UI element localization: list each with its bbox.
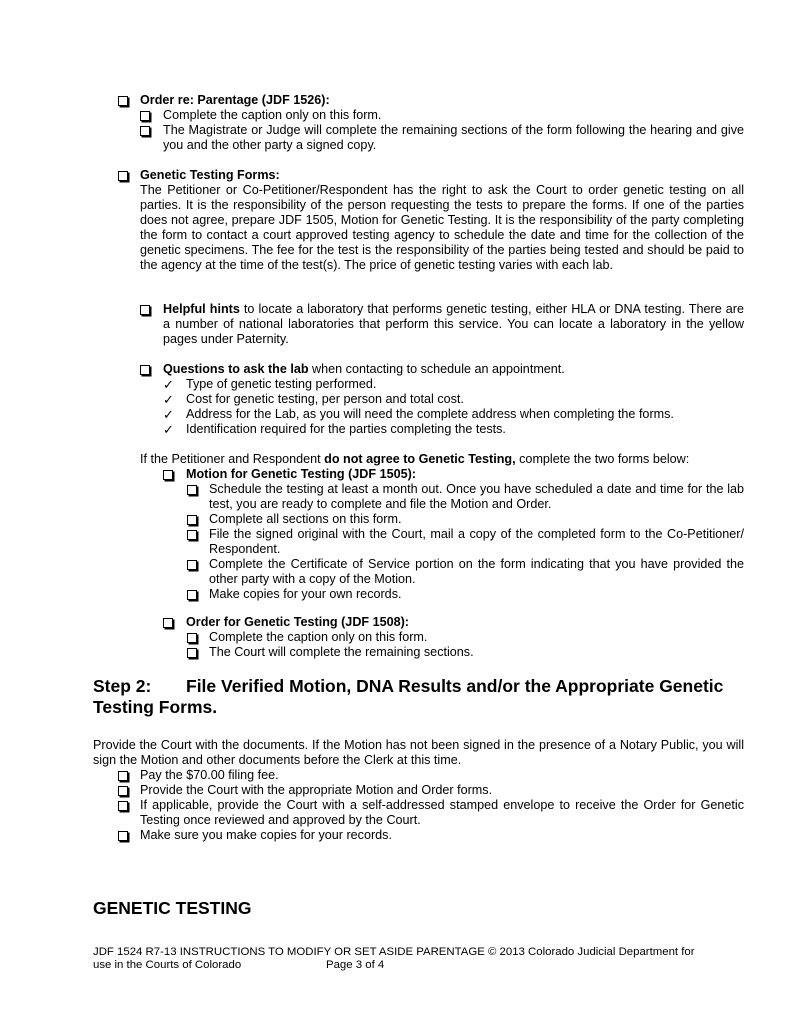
list-item: The Court will complete the remaining sections.: [209, 645, 474, 659]
list-item: Complete all sections on this form.: [209, 512, 402, 526]
checkmark-icon: ✓: [163, 407, 174, 422]
list-item: Pay the $70.00 filing fee.: [140, 768, 279, 782]
footer-line-1: JDF 1524 R7-13 INSTRUCTIONS TO MODIFY OR SET ASIDE PARENTAGE © 2013 Colorado Judicial Department for: [93, 946, 695, 958]
checkbox-icon: [163, 618, 173, 628]
page-number: Page 3 of 4: [326, 959, 385, 971]
genetic-forms-title: Genetic Testing Forms:: [140, 168, 280, 182]
checkbox-icon: [118, 171, 128, 181]
checkmark-icon: ✓: [163, 377, 174, 392]
checkbox-icon: [118, 96, 128, 106]
list-item: Address for the Lab, as you will need the complete address when completing the forms.: [186, 407, 674, 421]
motion-title: Motion for Genetic Testing (JDF 1505):: [186, 467, 416, 481]
order-genetic-title: Order for Genetic Testing (JDF 1508):: [186, 615, 410, 629]
checkbox-icon: [187, 485, 197, 495]
list-item: Make sure you make copies for your records.: [140, 828, 392, 842]
footer-line-2: use in the Courts of Colorado: [93, 959, 242, 971]
checkbox-icon: [140, 365, 150, 375]
list-item: Cost for genetic testing, per person and total cost.: [186, 392, 464, 406]
list-item: Type of genetic testing performed.: [186, 377, 377, 391]
list-item: Make copies for your own records.: [209, 587, 402, 601]
checkbox-icon: [187, 560, 197, 570]
step2-label: Step 2:: [93, 676, 152, 696]
helpful-hints-paragraph: Helpful hints to locate a laboratory that performs genetic testing, either HLA or DNA testing. There are a number of national laboratories that perform this service. You can locate a laboratory in the yellow pages under Paternity.: [163, 302, 744, 346]
section-heading: GENETIC TESTING: [93, 898, 252, 918]
checkbox-icon: [118, 831, 128, 841]
checkbox-icon: [118, 801, 128, 811]
list-item: Identification required for the parties completing the tests.: [186, 422, 506, 436]
checkbox-icon: [187, 648, 197, 658]
checkmark-icon: ✓: [163, 422, 174, 437]
list-item: Complete the caption only on this form.: [163, 108, 382, 122]
list-item: Schedule the testing at least a month out. Once you have scheduled a date and time for the lab test, you are ready to complete and file the Motion and Order.: [209, 482, 744, 511]
step2-title: File Verified Motion, DNA Results and/or the Appropriate Genetic Testing Forms.: [93, 676, 724, 717]
checkbox-icon: [140, 126, 150, 136]
checkbox-icon: [163, 470, 173, 480]
step2-intro: Provide the Court with the documents. If the Motion has not been signed in the presence of a Notary Public, you will sign the Motion and other documents before the Clerk at this time.: [93, 738, 744, 767]
list-item: Provide the Court with the appropriate Motion and Order forms.: [140, 783, 493, 797]
questions-paragraph: Questions to ask the lab when contacting to schedule an appointment.: [163, 362, 565, 376]
list-item: File the signed original with the Court, mail a copy of the completed form to the Co-Petitioner/ Respondent.: [209, 527, 744, 556]
list-item: The Magistrate or Judge will complete the remaining sections of the form following the hearing and give you and the other party a signed copy.: [163, 123, 744, 152]
checkbox-icon: [187, 590, 197, 600]
checkbox-icon: [118, 771, 128, 781]
checkbox-icon: [187, 633, 197, 643]
list-item: Complete the caption only on this form.: [209, 630, 428, 644]
checkbox-icon: [187, 530, 197, 540]
checkmark-icon: ✓: [163, 392, 174, 407]
checkbox-icon: [140, 305, 150, 315]
checkbox-icon: [140, 111, 150, 121]
checkbox-icon: [187, 515, 197, 525]
checkbox-icon: [118, 786, 128, 796]
genetic-forms-body: The Petitioner or Co-Petitioner/Respondent has the right to ask the Court to order genetic testing on all parties. It is the responsibility of the person requesting the tests to prepare the forms. If one of the parties does not agree, prepare JDF 1505, Motion for Genetic Testing. It is the responsibility of the party completing the form to contact a court approved testing agency to schedule the date and time for the collection of the genetic specimens. The fee for the test is the responsibility of the parties being tested and should be paid to the agency at the time of the test(s). The price of genetic testing varies with each lab.: [140, 183, 744, 272]
disagree-paragraph: If the Petitioner and Respondent do not agree to Genetic Testing, complete the two forms below:: [140, 452, 690, 466]
list-item: If applicable, provide the Court with a self-addressed stamped envelope to receive the Order for Genetic Testing once reviewed and approved by the Court.: [140, 798, 744, 827]
parentage-order-title: Order re: Parentage (JDF 1526):: [140, 93, 330, 107]
list-item: Complete the Certificate of Service portion on the form indicating that you have provided the other party with a copy of the Motion.: [209, 557, 744, 586]
